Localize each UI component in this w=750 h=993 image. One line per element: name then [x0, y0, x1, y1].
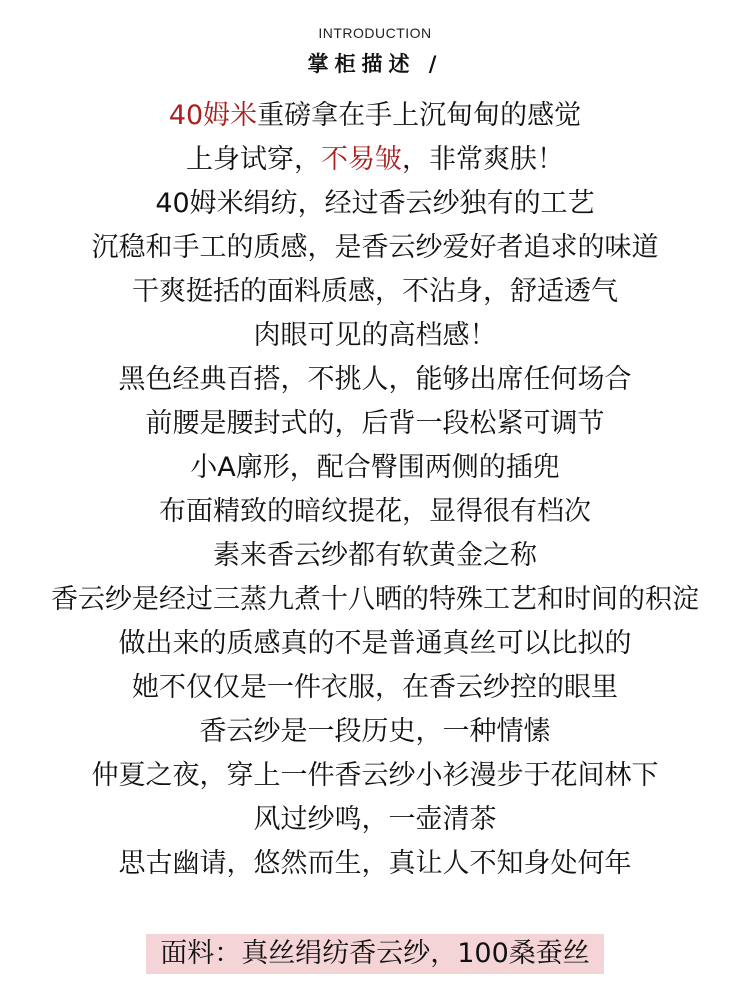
description-lines: [0, 96, 750, 888]
intro-heading-cn: 掌柜描述 /: [307, 52, 443, 76]
description-line: [0, 712, 750, 756]
line-text: 上身试穿，: [186, 144, 321, 175]
line-text: 小A廓形，配合臀围两侧的插兜: [190, 452, 560, 483]
line-text: 仲夏之夜，穿上一件香云纱小衫漫步于花间林下: [91, 760, 659, 791]
description-line: [0, 360, 750, 404]
line-text: 她不仅仅是一件衣服，在香云纱控的眼里: [132, 672, 618, 703]
description-line: [0, 756, 750, 800]
material-footer: [0, 934, 750, 974]
description-line: [0, 844, 750, 888]
line-text: 香云纱是一段历史，一种情愫: [199, 716, 551, 747]
description-line: [0, 800, 750, 844]
description-line: [0, 184, 750, 228]
intro-heading-en: INTRODUCTION: [318, 25, 432, 41]
highlight-text: 不易皱: [321, 144, 402, 175]
line-text: 黑色经典百搭，不挑人，能够出席任何场合: [118, 364, 632, 395]
description-line: [0, 316, 750, 360]
line-text: 重磅拿在手上沉甸甸的感觉: [257, 100, 582, 131]
description-line: [0, 492, 750, 536]
description-line: [0, 624, 750, 668]
line-text: 沉稳和手工的质感，是香云纱爱好者追求的味道: [91, 232, 659, 263]
line-text: ，非常爽肤！: [402, 144, 564, 175]
line-text: 做出来的质感真的不是普通真丝可以比拟的: [118, 628, 632, 659]
highlight-text: 40姆米: [168, 100, 258, 131]
line-text: 肉眼可见的高档感！: [253, 320, 497, 351]
line-text: 素来香云纱都有软黄金之称: [213, 540, 537, 571]
material-label: 面料：真丝绢纺香云纱，100桑蚕丝: [146, 934, 604, 974]
description-line: [0, 536, 750, 580]
description-line: [0, 580, 750, 624]
line-text: 布面精致的暗纹提花，显得很有档次: [159, 496, 591, 527]
line-text: 40姆米绢纺，经过香云纱独有的工艺: [155, 188, 595, 219]
line-text: 思古幽请，悠然而生，真让人不知身处何年: [118, 848, 632, 879]
description-line: [0, 140, 750, 184]
line-text: 前腰是腰封式的，后背一段松紧可调节: [145, 408, 605, 439]
description-line: [0, 448, 750, 492]
description-line: [0, 228, 750, 272]
line-text: 香云纱是经过三蒸九煮十八晒的特殊工艺和时间的积淀: [51, 584, 699, 615]
line-text: 风过纱鸣，一壶清茶: [253, 804, 497, 835]
description-line: [0, 668, 750, 712]
description-line: [0, 404, 750, 448]
description-line: [0, 272, 750, 316]
line-text: 干爽挺括的面料质感，不沾身，舒适透气: [132, 276, 618, 307]
description-line: [0, 96, 750, 140]
